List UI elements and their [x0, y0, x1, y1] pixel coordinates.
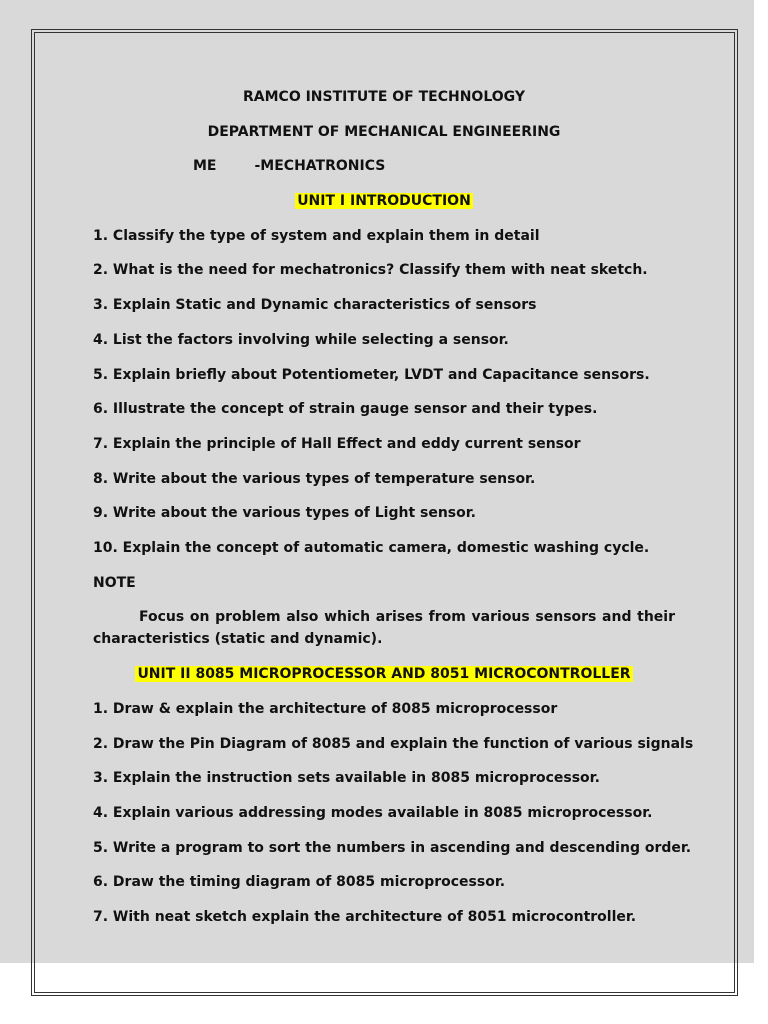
unit1-question: 5. Explain briefly about Potentiometer, LVDT and Capacitance sensors. — [93, 366, 650, 383]
course-name: -MECHATRONICS — [254, 158, 386, 175]
note-label: NOTE — [93, 574, 136, 591]
unit1-question: 1. Classify the type of system and explain them in detail — [93, 227, 540, 244]
unit2-heading — [93, 663, 675, 698]
unit1-question: 7. Explain the principle of Hall Effect and eddy current sensor — [93, 435, 581, 452]
department-title: DEPARTMENT OF MECHANICAL ENGINEERING — [207, 123, 561, 140]
unit2-title: UNIT II 8085 MICROPROCESSOR AND 8051 MICROCONTROLLER — [137, 666, 631, 683]
unit2-question: 1. Draw & explain the architecture of 8085 microprocessor — [93, 701, 558, 717]
unit1-heading — [93, 190, 675, 225]
unit2-question: 5. Write a program to sort the numbers in ascending and descending order. — [93, 839, 692, 856]
unit2-question: 4. Explain various addressing modes available in 8085 microprocessor. — [93, 805, 653, 822]
unit1-question: 8. Write about the various types of temperature sensor. — [93, 470, 536, 487]
unit1-question: 10. Explain the concept of automatic camera, domestic washing cycle. — [93, 539, 650, 556]
unit2-question-list — [93, 698, 694, 941]
note-text-content: Focus on problem also which arises from various sensors and their characteristics (static and dynamic). — [93, 609, 675, 648]
unit1-question: 6. Illustrate the concept of strain gauge sensor and their types. — [93, 401, 598, 418]
institute-title: RAMCO INSTITUTE OF TECHNOLOGY — [243, 89, 525, 105]
unit1-question: 4. List the factors involving while selecting a sensor. — [93, 331, 509, 348]
course-code: ME — [193, 158, 217, 175]
unit1-question-list — [93, 225, 675, 572]
unit2-question: 2. Draw the Pin Diagram of 8085 and explain the function of various signals — [93, 735, 694, 752]
document-body — [93, 86, 694, 941]
note-text — [93, 606, 675, 650]
course-title — [93, 155, 675, 190]
unit2-question: 6. Draw the timing diagram of 8085 microprocessor. — [93, 874, 506, 891]
unit1-title: UNIT I INTRODUCTION — [297, 193, 471, 210]
unit2-question: 7. With neat sketch explain the architecture of 8051 microcontroller. — [93, 909, 637, 926]
unit1-question: 9. Write about the various types of Light sensor. — [93, 505, 476, 522]
unit1-question: 2. What is the need for mechatronics? Classify them with neat sketch. — [93, 262, 648, 279]
unit1-question: 3. Explain Static and Dynamic characteristics of sensors — [93, 297, 537, 314]
unit2-question: 3. Explain the instruction sets available in 8085 microprocessor. — [93, 770, 600, 787]
